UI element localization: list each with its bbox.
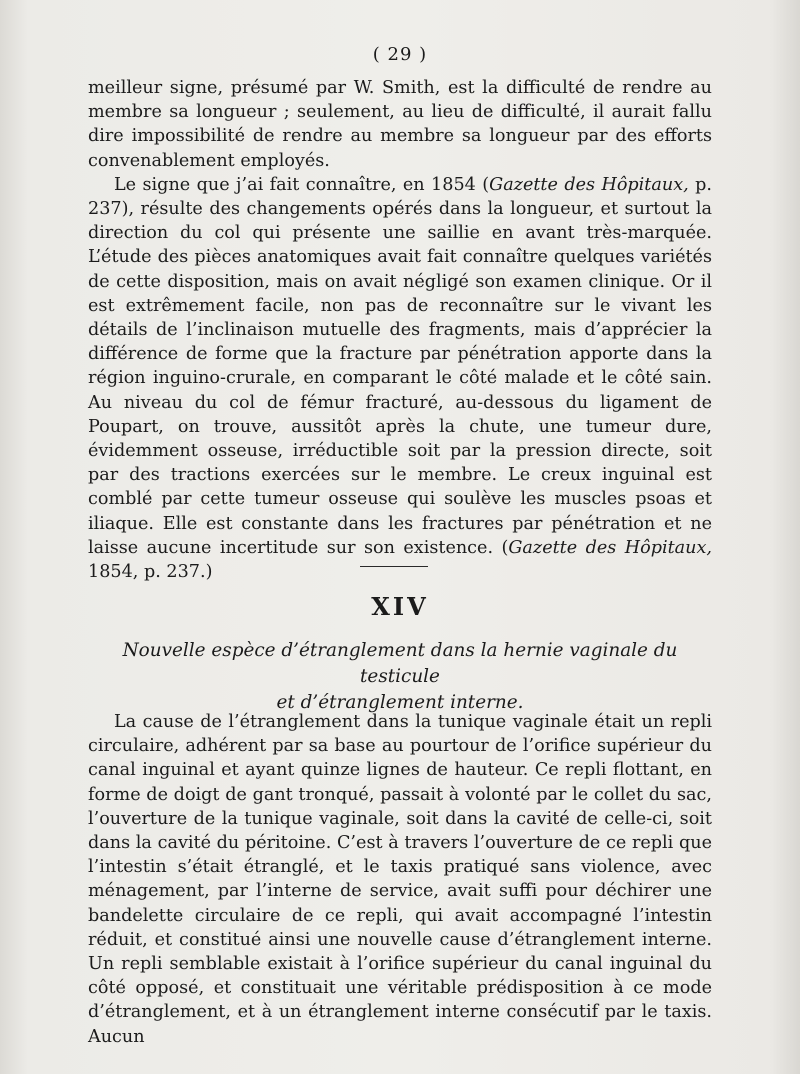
section-title [88,638,712,716]
paragraph-body: p. 237), résulte des changements opérés dans la longueur, et surtout la direction du col qui présente une saillie en avant très-marquée. L’étude des pièces anatomiques avait fait connaître quelques variétés de cette disposition, mais on avait négligé son examen clinique. Or il est extrêmement facile, non pas de reconnaître sur le vivant les détails de l’inclinaison mutuelle des fragments, mais d’apprécier la différence de forme que la fracture par pénétration apporte dans la région inguino-crurale, en comparant le côté malade et le côté sain. Au niveau du col de fémur fracturé, au-dessous du ligament de Poupart, on trouve, aussitôt après la chute, une tumeur dure, évidemment osseuse, irréductible soit par la pression directe, soit par des tractions exercées sur le membre. Le creux inguinal est comblé par cette tumeur osseuse qui soulève les muscles psoas et iliaque. Elle est constante dans les fractures par pénétration et ne laisse aucune incertitude sur son existence. ( [88,174,713,558]
citation-gazette-1: Gazette des Hôpitaux, [489,174,689,195]
paragraph-strangulation-cause: La cause de l’étranglement dans la tunique vaginale était un repli circulaire, adhérent par sa base au pourtour de l’orifice supérieur du canal inguinal et ayant quinze lignes de hauteur. Ce repli flottant, en forme de doigt de gant tronqué, passait à volonté par le collet du sac, l’ouverture de la tunique vaginale, soit dans la cavité de celle-ci, soit dans la cavité du péritoine. C’est à travers l’ouverture de ce repli que l’intestin s’était étranglé, et le taxis pratiqué sans violence, avec ménagement, par l’interne de service, avait suffi pour déchirer une bandelette circulaire de ce repli, qui avait accompagné l’intestin réduit, et constitué ainsi une nouvelle cause d’étranglement interne. Un repli semblable existait à l’orifice supérieur du canal inguinal du côté opposé, et constituait une véritable prédisposition à ce mode d’étranglement, et à un étranglement interne consécutif par le taxis. Aucun [88,712,712,1047]
paragraph-tail: 1854, p. 237.) [88,562,213,583]
paragraph-sign-description [88,173,712,584]
lower-text-block [88,710,712,1049]
paragraph-continuation: meilleur signe, présumé par W. Smith, est la difficulté de rendre au membre sa longueur ; seulement, au lieu de difficulté, il aurait fallu dire impossibilité de rendre au membre sa longueur par des efforts convenablement employés. [88,78,712,171]
section-title-line-1: Nouvelle espèce d’étranglement dans la hernie vaginale du testicule [122,640,678,687]
section-divider [360,566,428,567]
upper-text-block [88,76,712,584]
section-title-line-2: et d’étranglement interne. [276,692,524,713]
page-number: ( 29 ) [372,44,428,65]
citation-gazette-2: Gazette des Hôpitaux, [508,537,713,558]
paragraph-lead: Le signe que j’ai fait connaître, en 1854 ( [114,174,490,195]
section-number: XIV [371,592,429,621]
